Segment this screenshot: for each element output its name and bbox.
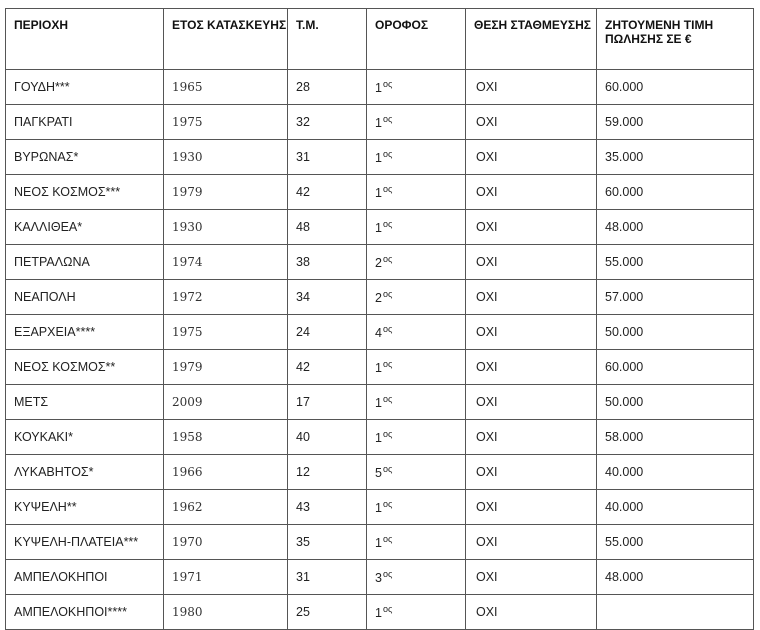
cell-parking: ΟΧΙ (466, 350, 597, 385)
floor-suffix: ος (382, 534, 393, 544)
cell-floor (367, 280, 466, 315)
cell-year: 1971 (164, 560, 288, 595)
cell-sqm: 35 (288, 525, 367, 560)
cell-floor (367, 210, 466, 245)
cell-floor (367, 595, 466, 630)
floor-suffix: ος (382, 114, 393, 124)
cell-sqm: 12 (288, 455, 367, 490)
cell-price: 60.000 (597, 350, 754, 385)
cell-floor (367, 420, 466, 455)
cell-area: ΓΟΥΔΗ*** (6, 70, 164, 105)
header-sqm: Τ.Μ. (288, 9, 367, 70)
cell-floor (367, 525, 466, 560)
table-row (6, 525, 754, 560)
cell-area: ΚΑΛΛΙΘΕΑ* (6, 210, 164, 245)
cell-floor (367, 105, 466, 140)
cell-floor (367, 140, 466, 175)
cell-area: ΠΑΓΚΡΑΤΙ (6, 105, 164, 140)
cell-floor (367, 315, 466, 350)
cell-floor (367, 455, 466, 490)
floor-suffix: ος (382, 219, 393, 229)
table-body (6, 70, 754, 630)
table-row (6, 315, 754, 350)
floor-number: 1 (375, 81, 382, 95)
cell-parking: ΟΧΙ (466, 280, 597, 315)
floor-suffix: ος (382, 569, 393, 579)
floor-number: 1 (375, 431, 382, 445)
cell-area: ΑΜΠΕΛΟΚΗΠΟΙ (6, 560, 164, 595)
cell-price: 60.000 (597, 175, 754, 210)
cell-area: ΕΞΑΡΧΕΙΑ**** (6, 315, 164, 350)
floor-number: 1 (375, 396, 382, 410)
floor-suffix: ος (382, 79, 393, 89)
floor-suffix: ος (382, 499, 393, 509)
cell-floor (367, 175, 466, 210)
cell-floor (367, 70, 466, 105)
cell-price: 58.000 (597, 420, 754, 455)
cell-year: 1979 (164, 175, 288, 210)
cell-sqm: 32 (288, 105, 367, 140)
floor-suffix: ος (382, 254, 393, 264)
cell-price: 40.000 (597, 455, 754, 490)
cell-year: 1930 (164, 140, 288, 175)
cell-price: 55.000 (597, 525, 754, 560)
table-row (6, 560, 754, 595)
cell-price: 40.000 (597, 490, 754, 525)
floor-number: 1 (375, 361, 382, 375)
table-row (6, 385, 754, 420)
cell-price: 48.000 (597, 560, 754, 595)
floor-number: 2 (375, 256, 382, 270)
cell-floor (367, 350, 466, 385)
floor-number: 1 (375, 186, 382, 200)
cell-area: ΠΕΤΡΑΛΩΝΑ (6, 245, 164, 280)
cell-year: 1975 (164, 105, 288, 140)
table-row (6, 105, 754, 140)
cell-year: 1972 (164, 280, 288, 315)
cell-sqm: 42 (288, 350, 367, 385)
floor-suffix: ος (382, 324, 393, 334)
cell-year: 1958 (164, 420, 288, 455)
floor-number: 1 (375, 536, 382, 550)
floor-suffix: ος (382, 289, 393, 299)
cell-price: 55.000 (597, 245, 754, 280)
header-floor: ΟΡΟΦΟΣ (367, 9, 466, 70)
cell-sqm: 24 (288, 315, 367, 350)
cell-year: 1962 (164, 490, 288, 525)
cell-parking: ΟΧΙ (466, 455, 597, 490)
table-row (6, 595, 754, 630)
cell-parking: ΟΧΙ (466, 175, 597, 210)
cell-parking: ΟΧΙ (466, 105, 597, 140)
cell-area: ΛΥΚΑΒΗΤΟΣ* (6, 455, 164, 490)
floor-number: 1 (375, 221, 382, 235)
table-header (6, 9, 754, 70)
cell-sqm: 28 (288, 70, 367, 105)
cell-parking: ΟΧΙ (466, 245, 597, 280)
cell-sqm: 31 (288, 140, 367, 175)
floor-number: 1 (375, 606, 382, 620)
table-row (6, 490, 754, 525)
cell-price: 59.000 (597, 105, 754, 140)
table-row (6, 175, 754, 210)
cell-price: 57.000 (597, 280, 754, 315)
floor-suffix: ος (382, 184, 393, 194)
floor-suffix: ος (382, 604, 393, 614)
table-row (6, 420, 754, 455)
cell-year: 1970 (164, 525, 288, 560)
table-row (6, 210, 754, 245)
cell-sqm: 43 (288, 490, 367, 525)
table-row (6, 280, 754, 315)
cell-sqm: 17 (288, 385, 367, 420)
header-price: ΖΗΤΟΥΜΕΝΗ ΤΙΜΗ ΠΩΛΗΣΗΣ ΣΕ € (597, 9, 754, 70)
cell-area: ΝΕΟΣ ΚΟΣΜΟΣ*** (6, 175, 164, 210)
floor-suffix: ος (382, 429, 393, 439)
header-year: ΕΤΟΣ ΚΑΤΑΣΚΕΥΗΣ (164, 9, 288, 70)
cell-price: 35.000 (597, 140, 754, 175)
cell-year: 1979 (164, 350, 288, 385)
cell-area: ΝΕΟΣ ΚΟΣΜΟΣ** (6, 350, 164, 385)
cell-sqm: 48 (288, 210, 367, 245)
table-row (6, 455, 754, 490)
cell-parking: ΟΧΙ (466, 595, 597, 630)
cell-sqm: 38 (288, 245, 367, 280)
cell-sqm: 31 (288, 560, 367, 595)
cell-year: 1965 (164, 70, 288, 105)
header-parking: ΘΕΣΗ ΣΤΑΘΜΕΥΣΗΣ (466, 9, 597, 70)
cell-parking: ΟΧΙ (466, 490, 597, 525)
table-row (6, 140, 754, 175)
cell-area: ΜΕΤΣ (6, 385, 164, 420)
cell-area: ΝΕΑΠΟΛΗ (6, 280, 164, 315)
table-row (6, 245, 754, 280)
cell-floor (367, 560, 466, 595)
cell-area: ΑΜΠΕΛΟΚΗΠΟΙ**** (6, 595, 164, 630)
cell-area: ΚΥΨΕΛΗ-ΠΛΑΤΕΙΑ*** (6, 525, 164, 560)
cell-floor (367, 385, 466, 420)
floor-number: 1 (375, 116, 382, 130)
cell-floor (367, 490, 466, 525)
cell-year: 1930 (164, 210, 288, 245)
cell-area: ΒΥΡΩΝΑΣ* (6, 140, 164, 175)
floor-suffix: ος (382, 464, 393, 474)
cell-sqm: 34 (288, 280, 367, 315)
floor-number: 1 (375, 151, 382, 165)
cell-price: 50.000 (597, 385, 754, 420)
cell-sqm: 42 (288, 175, 367, 210)
cell-year: 1980 (164, 595, 288, 630)
floor-suffix: ος (382, 359, 393, 369)
cell-parking: ΟΧΙ (466, 315, 597, 350)
floor-number: 5 (375, 466, 382, 480)
cell-year: 1974 (164, 245, 288, 280)
floor-number: 2 (375, 291, 382, 305)
cell-parking: ΟΧΙ (466, 385, 597, 420)
listings-table (5, 8, 754, 630)
cell-parking: ΟΧΙ (466, 140, 597, 175)
cell-price (597, 595, 754, 630)
cell-parking: ΟΧΙ (466, 420, 597, 455)
cell-price: 50.000 (597, 315, 754, 350)
cell-parking: ΟΧΙ (466, 70, 597, 105)
cell-parking: ΟΧΙ (466, 210, 597, 245)
cell-floor (367, 245, 466, 280)
cell-year: 2009 (164, 385, 288, 420)
table-row (6, 350, 754, 385)
cell-price: 60.000 (597, 70, 754, 105)
floor-number: 4 (375, 326, 382, 340)
header-row (6, 9, 754, 70)
floor-number: 3 (375, 571, 382, 585)
cell-year: 1966 (164, 455, 288, 490)
header-area: ΠΕΡΙΟΧΗ (6, 9, 164, 70)
cell-sqm: 25 (288, 595, 367, 630)
cell-sqm: 40 (288, 420, 367, 455)
cell-parking: ΟΧΙ (466, 560, 597, 595)
floor-number: 1 (375, 501, 382, 515)
cell-year: 1975 (164, 315, 288, 350)
table-row (6, 70, 754, 105)
cell-parking: ΟΧΙ (466, 525, 597, 560)
floor-suffix: ος (382, 149, 393, 159)
floor-suffix: ος (382, 394, 393, 404)
cell-area: ΚΥΨΕΛΗ** (6, 490, 164, 525)
cell-area: ΚΟΥΚΑΚΙ* (6, 420, 164, 455)
cell-price: 48.000 (597, 210, 754, 245)
